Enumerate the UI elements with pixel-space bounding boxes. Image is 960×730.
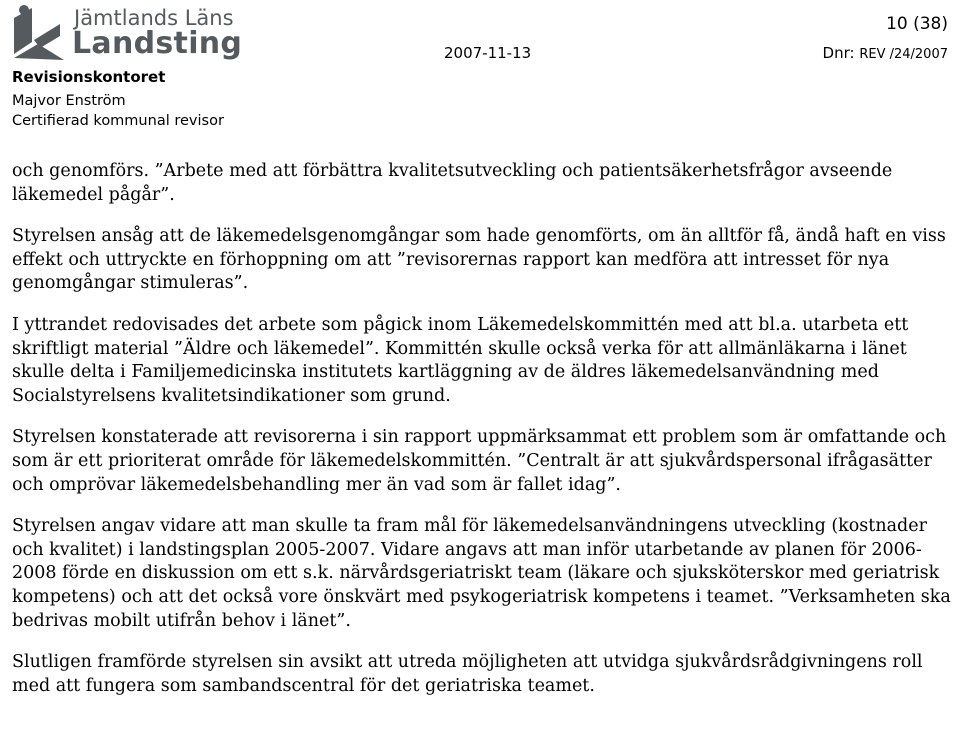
logo-emblem-icon [10,2,68,62]
paragraph: Styrelsen konstaterade att revisorerna i sin rapport uppmärksammat ett problem som är omfattande och som är ett prioriterat område för läkemedelskommittén. ”Centralt är att sjukvårdspersonal ifrågasätter och omprövar läkemedelsbehandling mer än vad som är fallet idag”. [12,427,947,495]
author-name: Majvor Enström [12,93,126,109]
registration-number [823,44,948,62]
author-title: Certifierad kommunal revisor [12,113,224,129]
logo-line-1: Jämtlands Läns [74,6,234,30]
paragraph: Slutligen framförde styrelsen sin avsikt att utreda möjligheten att utvidga sjukvårdsrådgivningens roll med att fungera som sambandscentral för det geriatriska teamet. [12,652,923,696]
document-body [12,160,958,716]
paragraph: I yttrandet redovisades det arbete som pågick inom Läkemedelskommittén med att bl.a. utarbeta ett skriftligt material ”Äldre och läkemedel”. Kommittén skulle också verka för att allmänläkarna i länet skulle delta i Familjemedicinska institutets kartläggning av de äldres läkemedelsanvändning med Socialstyrelsens kvalitetsindikationer som grund. [12,314,909,406]
organization: Revisionskontoret [12,68,166,86]
paragraph: Styrelsen ansåg att de läkemedelsgenomgångar som hade genomförts, om än alltför få, ändå haft en viss effekt och uttryckte en förhoppning om att ”revisorernas rapport kan medföra att intresset för nya genomgångar stimuleras”. [12,226,946,294]
logo-line-2: Landsting [72,26,243,61]
dnr-value: REV /24/2007 [859,47,948,62]
paragraph: Styrelsen angav vidare att man skulle ta fram mål för läkemedelsanvändningens utveckling (kostnader och kvalitet) i landstingsplan 2005-2007. Vidare angavs att man inför utarbetande av planen för 2006-2008 förde en diskussion om ett s.k. närvårdsgeriatriskt team (läkare och sjuksköterskor med geriatrisk kompetens) och att det också vore önskvärt med psykogeriatrisk kompetens i teamet. ”Verksamheten ska bedrivas mobilt utifrån behov i länet”. [12,516,951,631]
paragraph: och genomförs. ”Arbete med att förbättra kvalitetsutveckling och patientsäkerhetsfrågor avseende läkemedel pågår”. [12,161,893,205]
document-date: 2007-11-13 [444,44,532,62]
landsting-logo [10,2,243,64]
dnr-label: Dnr: [822,44,855,62]
page-number: 10 (38) [886,14,948,34]
